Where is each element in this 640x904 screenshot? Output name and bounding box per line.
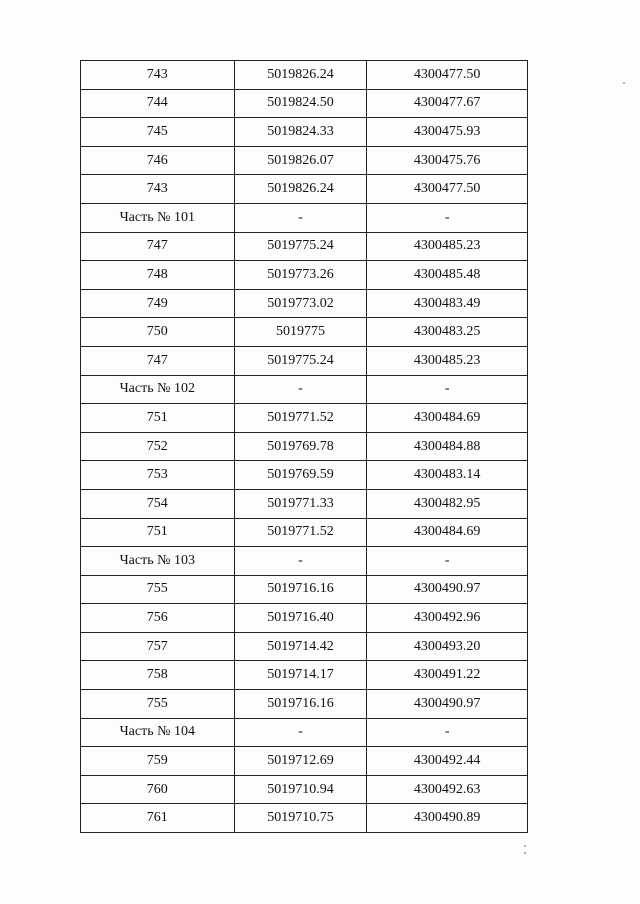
point-number-cell: 743	[81, 61, 235, 90]
table-row	[81, 604, 528, 633]
table-row	[81, 232, 528, 261]
x-coordinate-cell: 5019710.94	[234, 775, 367, 804]
x-coordinate-cell: 5019710.75	[234, 804, 367, 833]
y-coordinate-cell: 4300482.95	[367, 489, 528, 518]
y-coordinate-cell: 4300477.50	[367, 61, 528, 90]
table-row	[81, 432, 528, 461]
point-number-cell: 758	[81, 661, 235, 690]
point-number-cell: Часть № 101	[81, 203, 235, 232]
y-coordinate-cell: 4300485.23	[367, 232, 528, 261]
table-row	[81, 146, 528, 175]
y-coordinate-cell: 4300477.50	[367, 175, 528, 204]
y-coordinate-cell: 4300491.22	[367, 661, 528, 690]
point-number-cell: 755	[81, 575, 235, 604]
x-coordinate-cell: 5019775.24	[234, 232, 367, 261]
y-coordinate-cell: 4300490.89	[367, 804, 528, 833]
x-coordinate-cell: 5019716.16	[234, 575, 367, 604]
point-number-cell: 757	[81, 632, 235, 661]
table-row	[81, 261, 528, 290]
y-coordinate-cell: 4300492.96	[367, 604, 528, 633]
coordinates-table-body	[81, 61, 528, 833]
x-coordinate-cell: 5019826.07	[234, 146, 367, 175]
point-number-cell: 746	[81, 146, 235, 175]
point-number-cell: Часть № 104	[81, 718, 235, 747]
table-row	[81, 804, 528, 833]
x-coordinate-cell: 5019773.02	[234, 289, 367, 318]
table-row	[81, 518, 528, 547]
point-number-cell: 751	[81, 518, 235, 547]
point-number-cell: 744	[81, 89, 235, 118]
point-number-cell: 759	[81, 747, 235, 776]
point-number-cell: 753	[81, 461, 235, 490]
x-coordinate-cell: 5019716.40	[234, 604, 367, 633]
table-row	[81, 118, 528, 147]
y-coordinate-cell: 4300490.97	[367, 575, 528, 604]
table-row	[81, 775, 528, 804]
table-row	[81, 203, 528, 232]
table-row	[81, 289, 528, 318]
point-number-cell: 760	[81, 775, 235, 804]
point-number-cell: 755	[81, 690, 235, 719]
y-coordinate-cell: 4300484.69	[367, 404, 528, 433]
scan-speck	[524, 852, 526, 854]
x-coordinate-cell: 5019714.17	[234, 661, 367, 690]
point-number-cell: 752	[81, 432, 235, 461]
table-row	[81, 547, 528, 576]
table-row	[81, 632, 528, 661]
x-coordinate-cell: 5019714.42	[234, 632, 367, 661]
table-row	[81, 575, 528, 604]
point-number-cell: Часть № 102	[81, 375, 235, 404]
table-row	[81, 89, 528, 118]
table-row	[81, 661, 528, 690]
table-row	[81, 375, 528, 404]
y-coordinate-cell: 4300475.93	[367, 118, 528, 147]
y-coordinate-cell: 4300485.23	[367, 346, 528, 375]
x-coordinate-cell: 5019824.50	[234, 89, 367, 118]
x-coordinate-cell: 5019769.59	[234, 461, 367, 490]
x-coordinate-cell: -	[234, 375, 367, 404]
point-number-cell: 747	[81, 232, 235, 261]
y-coordinate-cell: 4300475.76	[367, 146, 528, 175]
x-coordinate-cell: 5019773.26	[234, 261, 367, 290]
x-coordinate-cell: -	[234, 718, 367, 747]
y-coordinate-cell: -	[367, 375, 528, 404]
table-row	[81, 175, 528, 204]
point-number-cell: Часть № 103	[81, 547, 235, 576]
table-row	[81, 318, 528, 347]
point-number-cell: 745	[81, 118, 235, 147]
table-row	[81, 718, 528, 747]
y-coordinate-cell: 4300493.20	[367, 632, 528, 661]
x-coordinate-cell: 5019769.78	[234, 432, 367, 461]
y-coordinate-cell: 4300490.97	[367, 690, 528, 719]
y-coordinate-cell: 4300485.48	[367, 261, 528, 290]
y-coordinate-cell: 4300492.63	[367, 775, 528, 804]
x-coordinate-cell: 5019771.52	[234, 518, 367, 547]
y-coordinate-cell: 4300483.14	[367, 461, 528, 490]
y-coordinate-cell: -	[367, 203, 528, 232]
point-number-cell: 756	[81, 604, 235, 633]
x-coordinate-cell: 5019712.69	[234, 747, 367, 776]
scan-speck	[524, 845, 526, 847]
y-coordinate-cell: 4300492.44	[367, 747, 528, 776]
x-coordinate-cell: 5019826.24	[234, 175, 367, 204]
x-coordinate-cell: 5019775	[234, 318, 367, 347]
point-number-cell: 750	[81, 318, 235, 347]
x-coordinate-cell: 5019775.24	[234, 346, 367, 375]
table-row	[81, 346, 528, 375]
y-coordinate-cell: -	[367, 718, 528, 747]
x-coordinate-cell: 5019824.33	[234, 118, 367, 147]
table-row	[81, 404, 528, 433]
table-row	[81, 747, 528, 776]
table-row	[81, 690, 528, 719]
x-coordinate-cell: 5019771.52	[234, 404, 367, 433]
point-number-cell: 749	[81, 289, 235, 318]
x-coordinate-cell: 5019771.33	[234, 489, 367, 518]
y-coordinate-cell: 4300484.69	[367, 518, 528, 547]
x-coordinate-cell: -	[234, 203, 367, 232]
x-coordinate-cell: 5019716.16	[234, 690, 367, 719]
y-coordinate-cell: 4300483.49	[367, 289, 528, 318]
y-coordinate-cell: 4300484.88	[367, 432, 528, 461]
coordinates-table	[80, 60, 528, 833]
y-coordinate-cell: 4300477.67	[367, 89, 528, 118]
x-coordinate-cell: -	[234, 547, 367, 576]
point-number-cell: 743	[81, 175, 235, 204]
x-coordinate-cell: 5019826.24	[234, 61, 367, 90]
point-number-cell: 761	[81, 804, 235, 833]
table-row	[81, 461, 528, 490]
table-row	[81, 489, 528, 518]
point-number-cell: 747	[81, 346, 235, 375]
point-number-cell: 748	[81, 261, 235, 290]
point-number-cell: 751	[81, 404, 235, 433]
point-number-cell: 754	[81, 489, 235, 518]
scan-speck	[623, 82, 625, 84]
table-row	[81, 61, 528, 90]
y-coordinate-cell: -	[367, 547, 528, 576]
y-coordinate-cell: 4300483.25	[367, 318, 528, 347]
